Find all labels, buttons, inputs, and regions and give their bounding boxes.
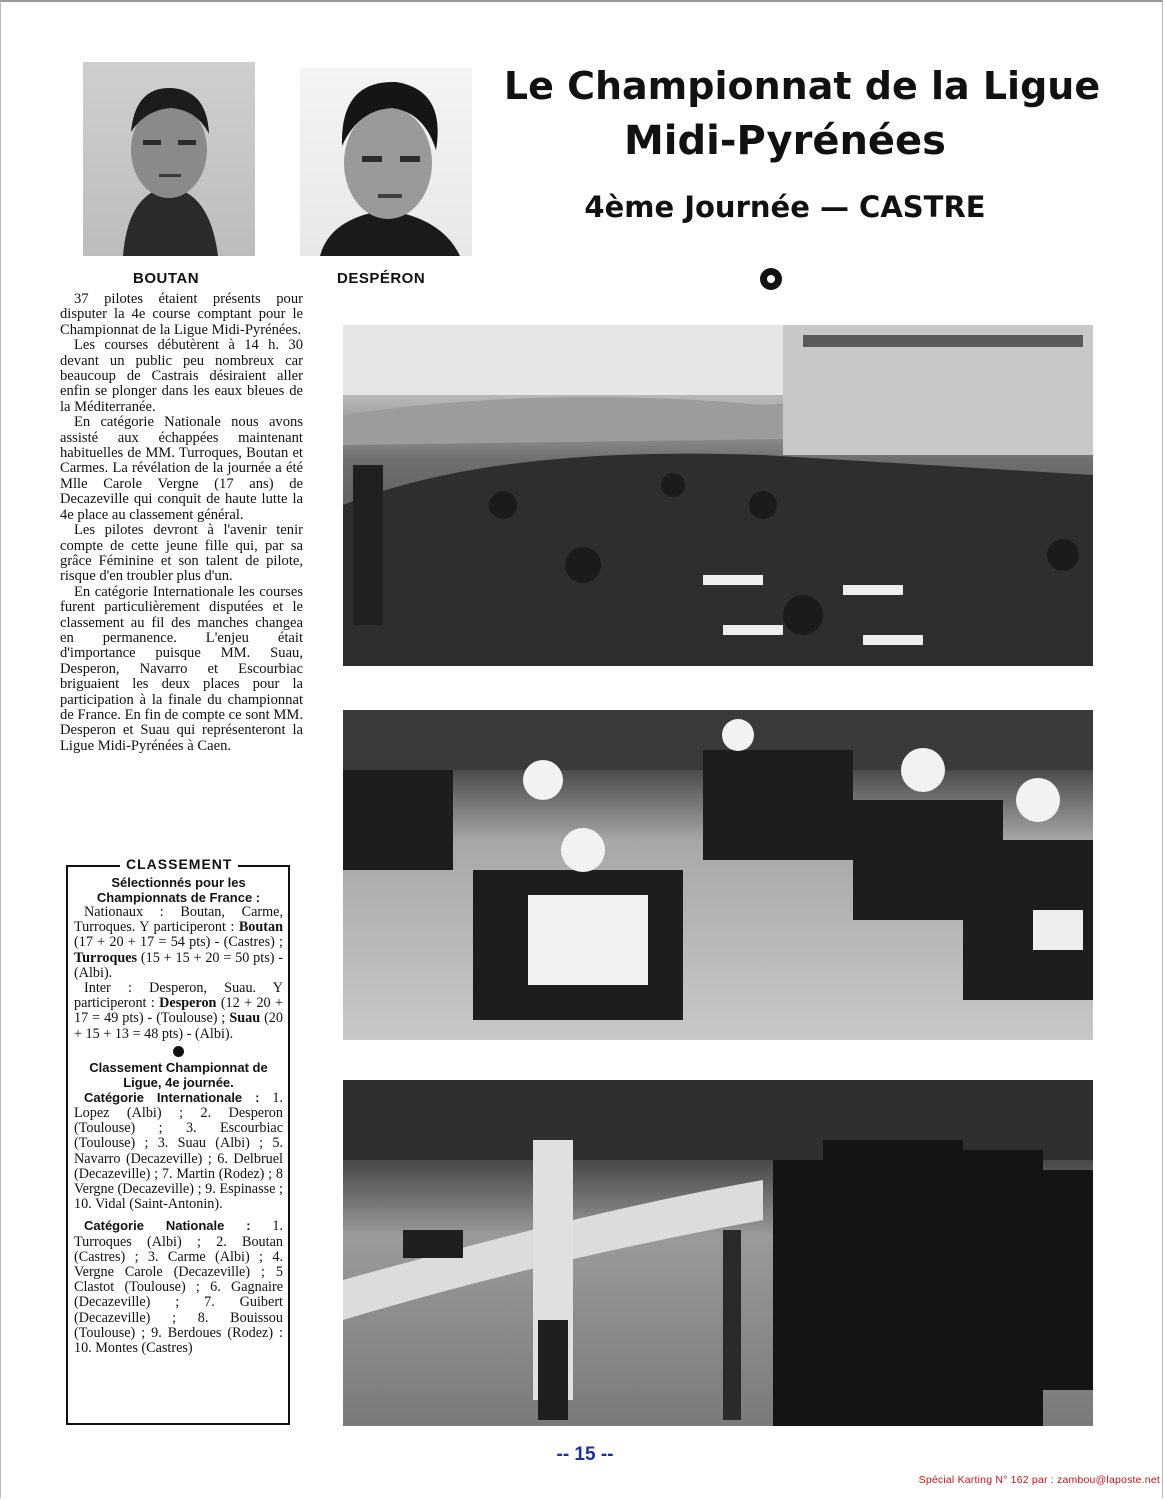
article-paragraph: Les courses débutèrent à 14 h. 30 devant un public peu nombreux car beaucoup de Castrais désiraient aller enfin se plonger dans les eaux bleues de la Méditerranée. (60, 337, 303, 415)
nationaux-pilot-1: Boutan (238, 919, 283, 936)
internationale-label: Catégorie Internationale : (84, 1089, 260, 1105)
inter-pilot-2: Suau (229, 1010, 261, 1027)
internationale-list: 1. Lopez (Albi) ; 2. Desperon (Toulouse) ; 3. Escourbiac (Toulouse) ; 3. Suau (Albi) ; 5. Navarro (Decazeville) ; 6. Delbruel (Decazeville) ; 7. Martin (Rodez) ; 8 Vergne (Decazeville) ; 9. Espinasse ; 10. Vidal (Saint-Antonin). (74, 1089, 284, 1213)
nationale-label: Catégorie Nationale : (84, 1218, 251, 1234)
internationale-results (74, 1090, 283, 1213)
portrait-caption-desperon: DESPÉRON (337, 270, 426, 287)
nationaux-results (74, 905, 283, 981)
page-number: -- 15 -- (556, 1444, 614, 1465)
nationaux-intro: Nationaux : Boutan, Carme, Turroques. Y participeront : (74, 904, 283, 936)
inter-pilot-2-detail: (20 + 15 + 13 = 48 pts) - (Albi). (74, 1010, 283, 1042)
portrait-photo-boutan (83, 62, 255, 256)
bullet-dot-icon (173, 1046, 184, 1057)
selection-heading: Sélectionnés pour les Championnats de France : (96, 875, 261, 905)
portrait-photo-desperon (300, 68, 472, 256)
inter-pilot-1-detail: (12 + 20 + 17 = 49 pts) - (Toulouse) ; (74, 995, 284, 1027)
race-photo-trackside-crowd (343, 1080, 1093, 1426)
nationaux-pilot-1-detail: (17 + 20 + 17 = 54 pts) - (Castres) ; (74, 934, 283, 951)
article-paragraph: Les pilotes devront à l'avenir tenir compte de cette jeune fille qui, par sa grâce Féminine et son talent de pilote, risque d'en troubler plus d'un. (60, 522, 303, 585)
nationale-list: 1. Turroques (Albi) ; 2. Boutan (Castres) ; 3. Carme (Albi) ; 4. Vergne Carole (Decazeville) ; 5 Clastot (Toulouse) ; 6. Gagnaire (Decazeville) ; 7. Guibert (Decazeville) ; 8. Bouissou (Toulouse) ; 9. Berdoues (Rodez) : 10. Montes (Castres) (74, 1218, 283, 1357)
ligue-heading: Classement Championnat de Ligue, 4e journée. (89, 1059, 268, 1090)
inter-intro: Inter : Desperon, Suau. Y participeront : (74, 980, 283, 1012)
classement-title: CLASSEMENT (120, 857, 238, 872)
title-line1: Le Championnat de la Ligue (503, 64, 1101, 108)
portrait-caption-boutan: BOUTAN (133, 270, 200, 287)
title-line2: Midi-Pyrénées (624, 118, 946, 164)
article-paragraph: En catégorie Nationale nous avons assisté aux échappées maintenant habituelles de MM. Turroques, Boutan et Carmes. La révélation de la journée a été Mlle Carole Vergne (17 ans) de Decazeville qui conquit de haute lutte la 4e place au classement général. (60, 414, 303, 523)
classement-box (66, 856, 290, 1425)
inter-pilot-1: Desperon (159, 995, 217, 1012)
ring-bullet-icon (760, 268, 782, 290)
nationaux-pilot-2: Turroques (74, 949, 138, 966)
article-paragraph: 37 pilotes étaient présents pour disputer la 4e course comptant pour le Championnat de la Ligue Midi-Pyrénées. (60, 291, 303, 338)
footer-credit: Spécial Karting N° 162 par : zambou@laposte.net (918, 1474, 1160, 1486)
nationaux-pilot-2-detail: (15 + 15 + 20 = 50 pts) - (Albi). (74, 949, 284, 981)
race-photo-karts-corner (343, 710, 1093, 1040)
nationale-results (74, 1218, 283, 1356)
inter-results (74, 981, 283, 1042)
article-body (60, 292, 303, 754)
title-line3: 4ème Journée — CASTRE (584, 190, 986, 224)
race-photo-start-grid (343, 325, 1093, 666)
article-paragraph: En catégorie Internationale les courses furent particulièrement disputées et le classement au fil des manches changea en permanence. L'enjeu était d'importance puisque MM. Suau, Desperon, Navarro et Escourbiac briguaient les deux places pour la participation à la finale du championnat de France. En fin de compte ce sont MM. Desperon et Suau qui représenteront la Ligue Midi-Pyrénées à Caen. (60, 583, 303, 754)
